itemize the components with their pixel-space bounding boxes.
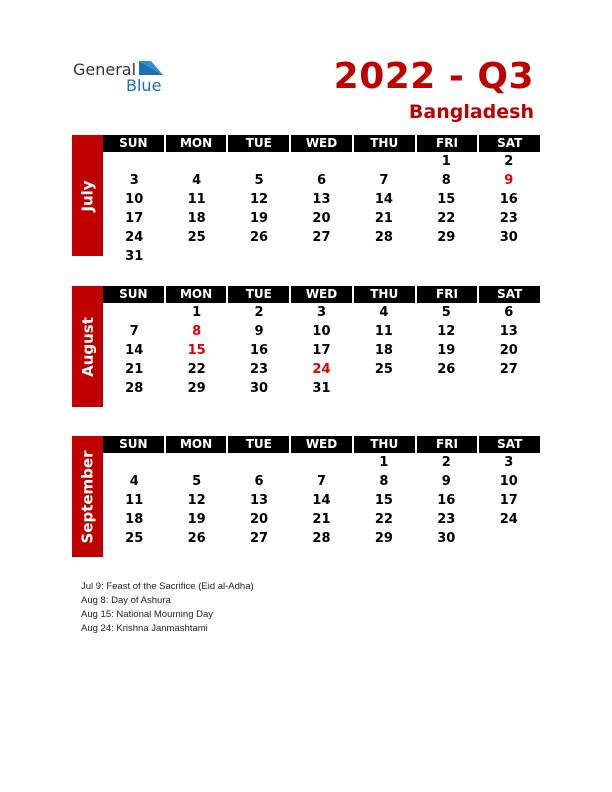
week-row <box>103 379 540 398</box>
day-cell: 7 <box>316 474 326 489</box>
week-row <box>103 322 540 341</box>
day-cell: 9 <box>441 474 451 489</box>
day-cell: 20 <box>312 211 331 226</box>
week-row <box>103 209 540 228</box>
day-cell <box>353 152 415 171</box>
day-cell: 15 <box>437 192 456 207</box>
day-cell: 22 <box>374 512 393 527</box>
day-cell: 19 <box>437 343 456 358</box>
day-cell: 25 <box>374 362 393 377</box>
week-row <box>103 303 540 322</box>
day-cell: 16 <box>499 192 518 207</box>
week-row <box>103 360 540 379</box>
day-cell: 23 <box>250 362 269 377</box>
day-cell: 11 <box>125 493 144 508</box>
logo <box>73 58 173 98</box>
week-row <box>103 228 540 247</box>
weekday-label: THU <box>352 135 415 152</box>
weekday-header <box>103 286 540 303</box>
day-cell: 25 <box>187 230 206 245</box>
day-cell: 4 <box>379 305 389 320</box>
logo-text-blue: Blue <box>126 76 162 95</box>
weekday-label: FRI <box>415 135 478 152</box>
day-cell <box>290 453 352 472</box>
week-row <box>103 341 540 360</box>
day-cell: 3 <box>129 173 139 188</box>
day-cell <box>478 247 540 266</box>
day-cell: 30 <box>437 531 456 546</box>
week-row <box>103 472 540 491</box>
calendar-grid <box>103 436 540 548</box>
day-cell <box>103 303 165 322</box>
day-cell: 2 <box>254 305 264 320</box>
day-cell <box>165 152 227 171</box>
week-row <box>103 247 540 266</box>
day-cell: 29 <box>187 381 206 396</box>
holiday-note: Jul 9: Feast of the Sacrifice (Eid al-Adha) <box>81 581 254 592</box>
day-cell <box>478 529 540 548</box>
week-row <box>103 510 540 529</box>
day-cell: 25 <box>125 531 144 546</box>
day-cell: 6 <box>504 305 514 320</box>
day-cell <box>103 453 165 472</box>
weekday-label: SUN <box>119 287 148 301</box>
day-cell: 27 <box>499 362 518 377</box>
day-cell: 4 <box>192 173 202 188</box>
day-cell: 29 <box>437 230 456 245</box>
day-cell: 12 <box>187 493 206 508</box>
day-cell <box>415 379 477 398</box>
day-cell: 10 <box>312 324 331 339</box>
day-cell: 19 <box>187 512 206 527</box>
day-cell: 6 <box>254 474 264 489</box>
weekday-label: MON <box>164 436 227 453</box>
day-cell: 24 <box>125 230 144 245</box>
day-cell: 23 <box>437 512 456 527</box>
day-cell <box>165 247 227 266</box>
day-cell: 7 <box>129 324 139 339</box>
day-cell: 5 <box>441 305 451 320</box>
week-row <box>103 529 540 548</box>
calendar-grid <box>103 135 540 266</box>
page-title: 2022 - Q3 <box>333 56 534 97</box>
day-cell: 8 <box>441 173 451 188</box>
day-cell: 4 <box>129 474 139 489</box>
day-cell <box>353 247 415 266</box>
day-cell <box>228 152 290 171</box>
logo-text-general: General <box>73 60 137 79</box>
day-cell: 14 <box>312 493 331 508</box>
day-cell <box>478 379 540 398</box>
holiday-note: Aug 24: Krishna Janmashtami <box>81 623 208 634</box>
month-label: September <box>78 450 97 543</box>
day-cell: 27 <box>312 230 331 245</box>
weekday-label: THU <box>352 286 415 303</box>
day-cell: 31 <box>312 381 331 396</box>
day-cell: 18 <box>374 343 393 358</box>
day-cell <box>290 152 352 171</box>
weekday-label: WED <box>289 286 352 303</box>
day-cell: 1 <box>441 154 451 169</box>
day-cell: 12 <box>250 192 269 207</box>
day-cell: 12 <box>437 324 456 339</box>
weekday-label: TUE <box>226 135 289 152</box>
day-cell <box>228 453 290 472</box>
week-row <box>103 152 540 171</box>
day-cell: 10 <box>499 474 518 489</box>
weekday-label: MON <box>164 135 227 152</box>
day-cell: 29 <box>374 531 393 546</box>
day-cell: 22 <box>187 362 206 377</box>
weekday-label: MON <box>164 286 227 303</box>
day-cell: 21 <box>312 512 331 527</box>
day-cell: 9 <box>254 324 264 339</box>
day-cell <box>415 247 477 266</box>
weekday-header <box>103 135 540 152</box>
day-cell: 30 <box>250 381 269 396</box>
week-row <box>103 190 540 209</box>
day-cell: 13 <box>312 192 331 207</box>
day-cell: 20 <box>499 343 518 358</box>
day-cell: 2 <box>441 455 451 470</box>
weekday-header <box>103 436 540 453</box>
day-cell <box>290 247 352 266</box>
day-cell: 30 <box>499 230 518 245</box>
weekday-label: FRI <box>415 436 478 453</box>
day-cell: 24 <box>312 362 331 377</box>
day-cell: 21 <box>374 211 393 226</box>
day-cell: 3 <box>316 305 326 320</box>
country-label: Bangladesh <box>408 101 534 123</box>
day-cell: 26 <box>187 531 206 546</box>
week-row <box>103 171 540 190</box>
calendar-grid <box>103 286 540 398</box>
day-cell: 17 <box>125 211 144 226</box>
logo-flag-icon <box>139 61 163 77</box>
day-cell: 8 <box>192 324 202 339</box>
weekday-label: WED <box>289 135 352 152</box>
weekday-label: SUN <box>119 437 148 451</box>
month-label-bar <box>72 436 103 557</box>
day-cell: 6 <box>316 173 326 188</box>
weekday-label: SAT <box>477 135 540 152</box>
day-cell: 1 <box>192 305 202 320</box>
weekday-label: SAT <box>477 436 540 453</box>
weekday-label: SAT <box>477 286 540 303</box>
day-cell: 15 <box>187 343 206 358</box>
month-label: July <box>78 179 97 212</box>
day-cell: 27 <box>250 531 269 546</box>
day-cell: 26 <box>437 362 456 377</box>
month-label-bar <box>72 286 103 407</box>
day-cell: 10 <box>125 192 144 207</box>
day-cell: 18 <box>187 211 206 226</box>
week-row <box>103 453 540 472</box>
weekday-label: SUN <box>119 136 148 150</box>
day-cell <box>103 152 165 171</box>
month-label: August <box>78 316 97 377</box>
day-cell: 28 <box>374 230 393 245</box>
day-cell: 18 <box>125 512 144 527</box>
weekday-label: TUE <box>226 286 289 303</box>
day-cell: 23 <box>499 211 518 226</box>
day-cell: 16 <box>437 493 456 508</box>
day-cell: 1 <box>379 455 389 470</box>
day-cell: 13 <box>250 493 269 508</box>
day-cell: 15 <box>374 493 393 508</box>
day-cell: 11 <box>374 324 393 339</box>
weekday-label: THU <box>352 436 415 453</box>
day-cell: 31 <box>125 249 144 264</box>
day-cell: 11 <box>187 192 206 207</box>
week-row <box>103 491 540 510</box>
month-label-bar <box>72 135 103 256</box>
day-cell: 21 <box>125 362 144 377</box>
day-cell: 26 <box>250 230 269 245</box>
day-cell: 8 <box>379 474 389 489</box>
day-cell: 22 <box>437 211 456 226</box>
day-cell: 5 <box>254 173 264 188</box>
day-cell <box>353 379 415 398</box>
day-cell: 17 <box>312 343 331 358</box>
weekday-label: FRI <box>415 286 478 303</box>
holiday-note: Aug 15: National Mourning Day <box>81 609 214 620</box>
day-cell: 13 <box>499 324 518 339</box>
day-cell: 14 <box>125 343 144 358</box>
day-cell: 14 <box>374 192 393 207</box>
day-cell: 28 <box>125 381 144 396</box>
weekday-label: TUE <box>226 436 289 453</box>
holiday-notes <box>81 580 254 636</box>
day-cell: 9 <box>504 173 514 188</box>
day-cell: 19 <box>250 211 269 226</box>
day-cell: 3 <box>504 455 514 470</box>
day-cell: 17 <box>499 493 518 508</box>
day-cell: 7 <box>379 173 389 188</box>
day-cell: 28 <box>312 531 331 546</box>
weekday-label: WED <box>289 436 352 453</box>
day-cell: 20 <box>250 512 269 527</box>
day-cell: 5 <box>192 474 202 489</box>
holiday-note: Aug 8: Day of Ashura <box>81 595 171 606</box>
day-cell: 2 <box>504 154 514 169</box>
day-cell: 24 <box>499 512 518 527</box>
day-cell <box>228 247 290 266</box>
day-cell <box>165 453 227 472</box>
day-cell: 16 <box>250 343 269 358</box>
